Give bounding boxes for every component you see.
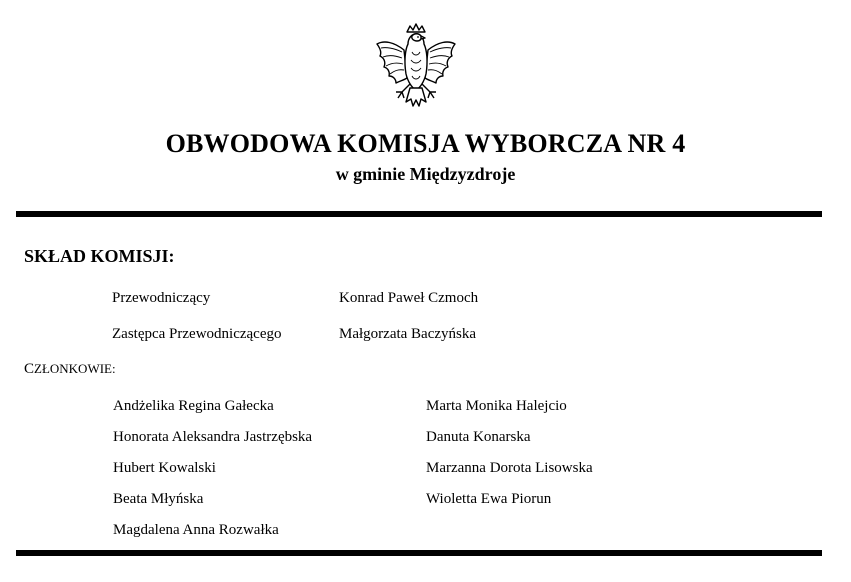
document-subtitle: w gminie Międzyzdroje [335,164,516,184]
members-label-rest: ZŁONKOWIE [34,361,112,376]
member-name: Magdalena Anna Rozwałka [113,522,279,538]
member-name: Marzanna Dorota Lisowska [426,460,593,476]
eagle-emblem-icon [374,22,458,112]
member-name: Beata Młyńska [113,491,204,507]
member-name: Wioletta Ewa Piorun [426,491,552,507]
members-label-initial: C [24,361,35,377]
bottom-divider [16,550,822,556]
vice-chair-name: Małgorzata Baczyńska [339,326,477,342]
top-divider [16,211,822,217]
document-title: OBWODOWA KOMISJA WYBORCZA NR 4 [165,129,686,158]
members-label-colon: : [112,361,116,376]
member-name: Danuta Konarska [426,429,531,445]
members-label [24,359,116,379]
chair-label: Przewodniczący [112,290,211,306]
member-name: Honorata Aleksandra Jastrzębska [113,429,313,445]
member-name: Andżelika Regina Gałecka [113,398,274,414]
vice-chair-label: Zastępca Przewodniczącego [112,326,282,342]
chair-name: Konrad Paweł Czmoch [339,290,479,306]
member-name: Hubert Kowalski [113,460,216,476]
member-name: Marta Monika Halejcio [426,398,567,414]
section-title: SKŁAD KOMISJI: [24,246,175,266]
